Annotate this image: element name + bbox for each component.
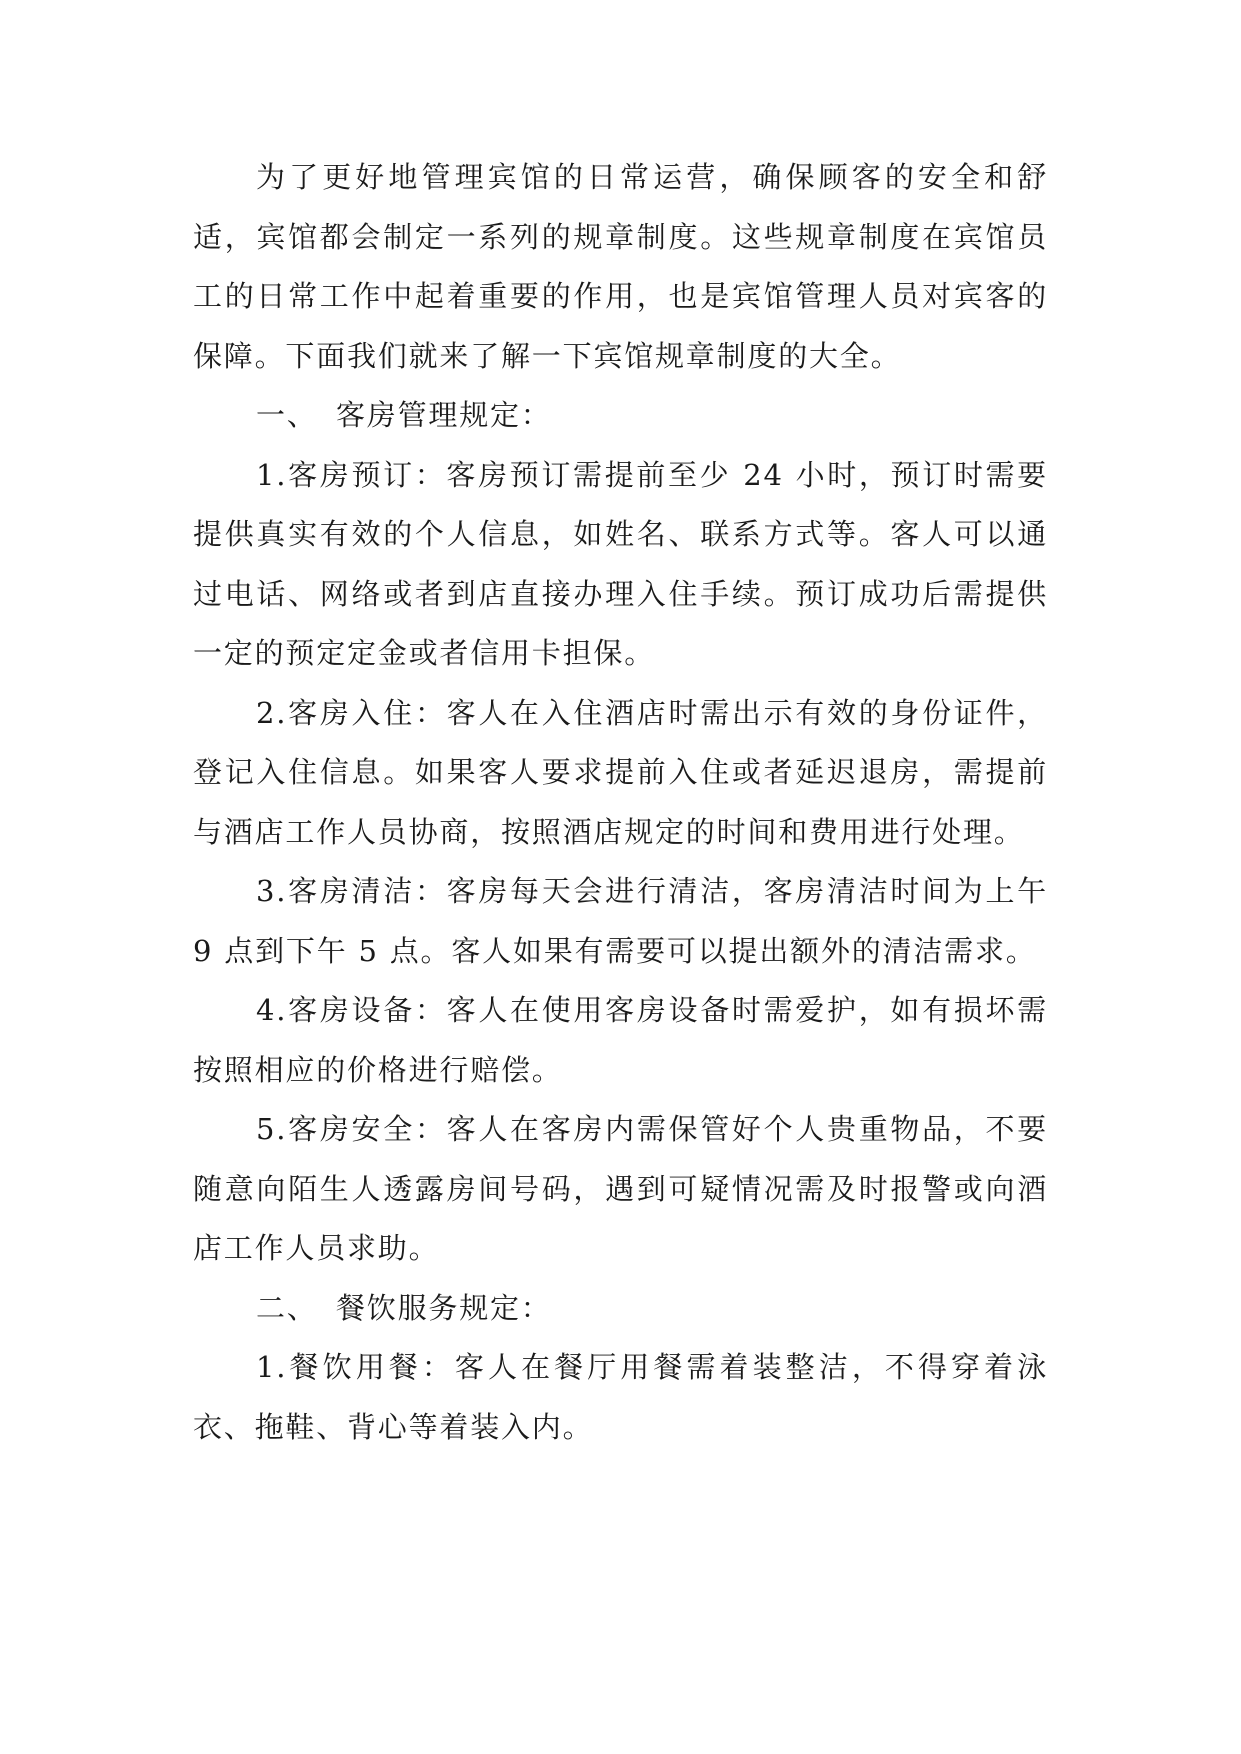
room-safety-paragraph: 5.客房安全：客人在客房内需保管好个人贵重物品，不要随意向陌生人透露房间号码，遇到可疑情况需及时报警或向酒店工作人员求助。: [193, 1112, 1048, 1265]
dining-paragraph: 1.餐饮用餐：客人在餐厅用餐需着装整洁，不得穿着泳衣、拖鞋、背心等着装入内。: [193, 1350, 1048, 1444]
room-booking-paragraph: 1.客房预订：客房预订需提前至少 24 小时，预订时需要提供真实有效的个人信息，如姓名、联系方式等。客人可以通过电话、网络或者到店直接办理入住手续。预订成功后需提供一定的预定定金或者信用卡担保。: [193, 457, 1048, 670]
document-page: [193, 148, 1048, 1457]
room-checkin-paragraph: 2.客房入住：客人在入住酒店时需出示有效的身份证件，登记入住信息。如果客人要求提前入住或者延迟退房，需提前与酒店工作人员协商，按照酒店规定的时间和费用进行处理。: [193, 695, 1048, 849]
intro-paragraph: 为了更好地管理宾馆的日常运营，确保顾客的安全和舒适，宾馆都会制定一系列的规章制度。这些规章制度在宾馆员工的日常工作中起着重要的作用，也是宾馆管理人员对宾客的保障。下面我们就来了解一下宾馆规章制度的大全。: [193, 160, 1048, 373]
section-heading-dining-service: [193, 1279, 1048, 1339]
room-cleaning-paragraph: 3.客房清洁：客房每天会进行清洁，客房清洁时间为上午 9 点到下午 5 点。客人如果有需要可以提出额外的清洁需求。: [193, 874, 1048, 968]
room-equipment-paragraph: 4.客房设备：客人在使用客房设备时需爱护，如有损坏需按照相应的价格进行赔偿。: [193, 993, 1048, 1087]
section-title: 客房管理规定：: [336, 398, 552, 432]
section-number: 一、: [256, 398, 318, 432]
section-title: 餐饮服务规定：: [336, 1290, 552, 1325]
section-heading-room-management: [193, 386, 1048, 446]
section-number: 二、: [256, 1290, 318, 1325]
